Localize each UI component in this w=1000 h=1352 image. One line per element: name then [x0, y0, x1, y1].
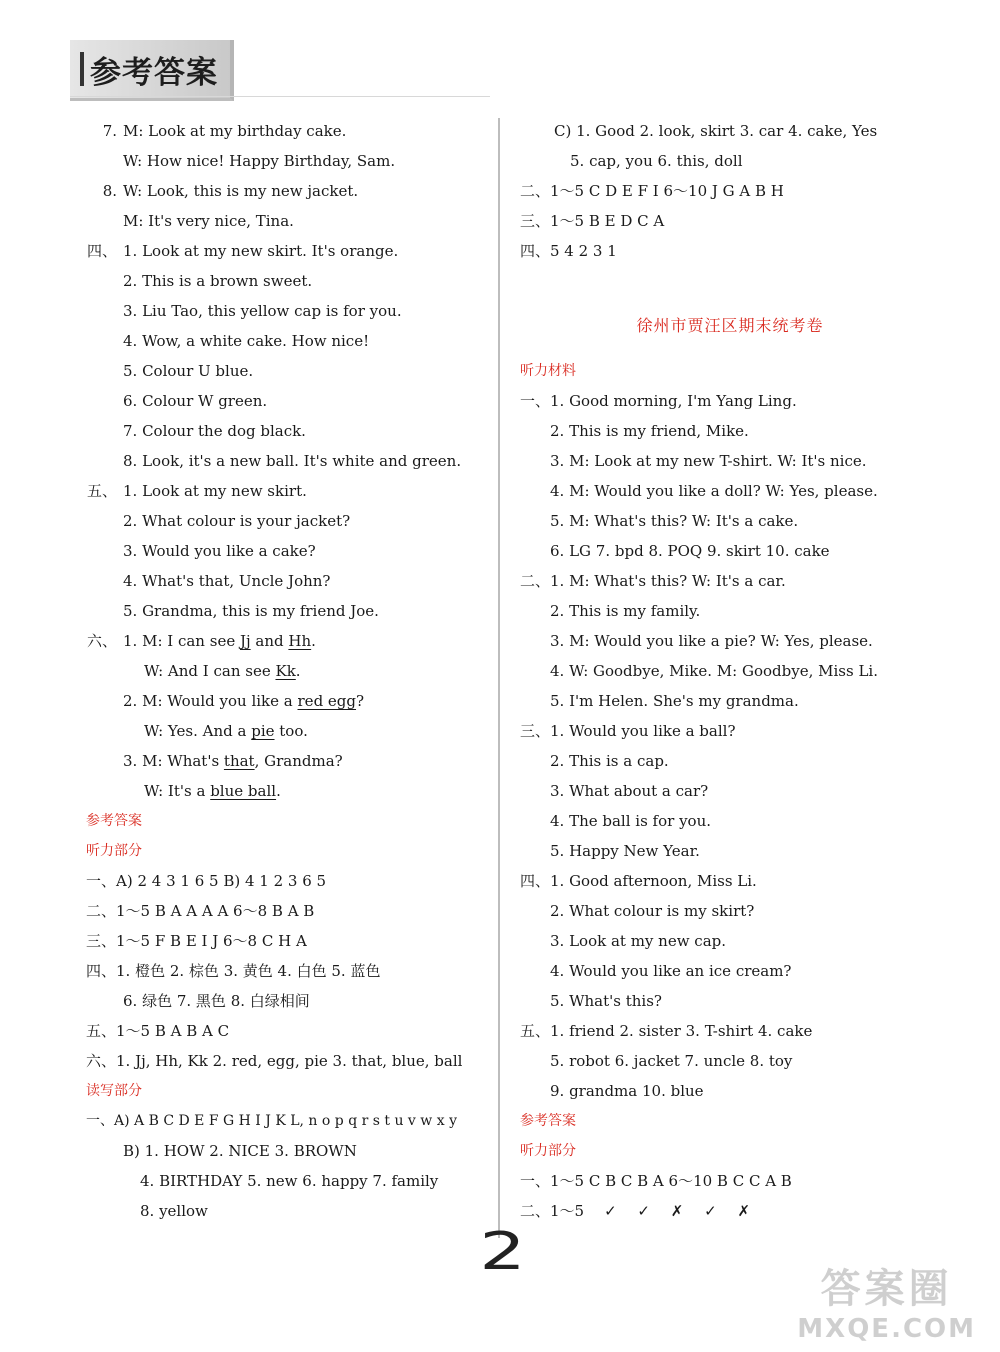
list-item: 5. Colour U blue. — [123, 362, 254, 380]
listening-material-heading: 听力材料 — [520, 363, 576, 379]
dialogue-line: W: Yes. And a pie too. — [144, 722, 308, 740]
exam-title: 徐州市贾汪区期末统考卷 — [636, 316, 824, 335]
header-title: 参考答案 — [90, 54, 218, 91]
list-item: 5. Happy New Year. — [550, 842, 700, 860]
list-item: 3. M: Look at my new T-shirt. W: It's nice. — [550, 452, 867, 470]
dialogue-line: M: It's very nice, Tina. — [123, 212, 294, 230]
section-san: 三、1. Would you like a ball? — [520, 722, 736, 740]
answers-heading: 参考答案 — [86, 813, 142, 829]
list-item: 6. Colour W green. — [123, 392, 268, 410]
watermark — [797, 1257, 976, 1344]
list-item: 2. What colour is my skirt? — [550, 902, 755, 920]
answer-line: 9. grandma 10. blue — [550, 1082, 704, 1100]
list-item: 4. M: Would you like a doll? W: Yes, please. — [550, 482, 878, 500]
dialogue-line: 7. M: Look at my birthday cake. — [102, 122, 347, 140]
list-item: 4. Wow, a white cake. How nice! — [123, 332, 370, 350]
section-er: 二、1. M: What's this? W: It's a car. — [520, 572, 786, 590]
left-column — [86, 116, 491, 1226]
section-si: 四、1. Good afternoon, Miss Li. — [520, 872, 757, 890]
answer-line: 5. robot 6. jacket 7. uncle 8. toy — [550, 1052, 793, 1070]
answer-line: 四、5 4 2 3 1 — [520, 242, 617, 260]
answer-line: 5. cap, you 6. this, doll — [570, 152, 743, 170]
list-item: 7. Colour the dog black. — [123, 422, 306, 440]
answer-line: 一、A) A B C D E F G H I J K L, n o p q r s t u v w x y — [86, 1113, 457, 1129]
answer-line: 二、1～5 ✓ ✓ ✗ ✓ ✗ — [520, 1202, 759, 1220]
listening-heading: 听力部分 — [86, 843, 142, 859]
answer-line: 三、1～5 B E D C A — [520, 212, 665, 230]
answer-line: 一、A) 2 4 3 1 6 5 B) 4 1 2 3 6 5 — [86, 872, 327, 890]
answer-line: 五、1～5 B A B A C — [86, 1022, 230, 1040]
list-item: 3. What about a car? — [550, 782, 709, 800]
dialogue-line: 2. M: Would you like a red egg? — [123, 692, 365, 710]
list-item: 3. M: Would you like a pie? W: Yes, please. — [550, 632, 873, 650]
list-item: 2. This is my friend, Mike. — [550, 422, 749, 440]
answer-line: 三、1～5 F B E I J 6～8 C H A — [86, 932, 307, 950]
answers-heading: 参考答案 — [520, 1113, 576, 1129]
section-yi: 一、1. Good morning, I'm Yang Ling. — [520, 392, 797, 410]
answer-line: 一、1～5 C B C B A 6～10 B C C A B — [520, 1172, 792, 1190]
list-item: 3. Liu Tao, this yellow cap is for you. — [123, 302, 402, 320]
list-item: 3. Would you like a cake? — [123, 542, 316, 560]
list-item: 8. Look, it's a new ball. It's white and green. — [123, 452, 462, 470]
header-bar — [80, 52, 84, 86]
list-item: 5. What's this? — [550, 992, 662, 1010]
list-item: 5. M: What's this? W: It's a cake. — [550, 512, 799, 530]
dialogue-line: W: And I can see Kk. — [144, 662, 301, 680]
watermark-url: MXQE.COM — [797, 1314, 976, 1344]
list-item: 5. Grandma, this is my friend Joe. — [123, 602, 379, 620]
check-marks: ✓ ✓ ✗ ✓ ✗ — [604, 1202, 759, 1220]
answer-line: 6. 绿色 7. 黑色 8. 白绿相间 — [123, 992, 310, 1010]
list-item: 3. Look at my new cap. — [550, 932, 727, 950]
answer-line: 二、1～5 C D E F I 6～10 J G A B H — [520, 182, 784, 200]
answer-line: B) 1. HOW 2. NICE 3. BROWN — [123, 1142, 357, 1160]
answer-line: 四、1. 橙色 2. 棕色 3. 黄色 4. 白色 5. 蓝色 — [86, 962, 381, 980]
list-item: 2. This is my family. — [550, 602, 701, 620]
list-item: 4. The ball is for you. — [550, 812, 712, 830]
section-si: 四、 1. Look at my new skirt. It's orange. — [86, 242, 399, 260]
header-banner — [70, 40, 234, 101]
answer-line: C) 1. Good 2. look, skirt 3. car 4. cake, Yes — [554, 122, 878, 140]
list-item: 4. Would you like an ice cream? — [550, 962, 792, 980]
answer-line: 8. yellow — [140, 1202, 208, 1220]
list-item: 5. I'm Helen. She's my grandma. — [550, 692, 799, 710]
list-item: 4. What's that, Uncle John? — [123, 572, 331, 590]
listening-heading: 听力部分 — [520, 1143, 576, 1159]
list-item: 4. W: Goodbye, Mike. M: Goodbye, Miss Li. — [550, 662, 878, 680]
dialogue-line: W: How nice! Happy Birthday, Sam. — [123, 152, 396, 170]
list-item: 2. This is a cap. — [550, 752, 669, 770]
section-wu: 五、 1. Look at my new skirt. — [86, 482, 307, 500]
dialogue-line: W: It's a blue ball. — [144, 782, 281, 800]
header-underline — [70, 96, 490, 97]
list-item: 2. This is a brown sweet. — [123, 272, 313, 290]
section-wu: 五、1. friend 2. sister 3. T-shirt 4. cake — [520, 1022, 813, 1040]
answer-line: 二、1～5 B A A A A 6～8 B A B — [86, 902, 315, 920]
dialogue-line: 3. M: What's that, Grandma? — [123, 752, 343, 770]
page-number: 2 — [479, 1222, 526, 1282]
answer-line: 六、1. Jj, Hh, Kk 2. red, egg, pie 3. that, blue, ball — [86, 1052, 463, 1070]
right-column — [520, 116, 940, 1226]
column-divider — [498, 118, 500, 1238]
answer-line: 4. BIRTHDAY 5. new 6. happy 7. family — [140, 1172, 439, 1190]
list-item: 6. LG 7. bpd 8. POQ 9. skirt 10. cake — [550, 542, 830, 560]
list-item: 2. What colour is your jacket? — [123, 512, 351, 530]
watermark-logo-text: 答案圈 — [820, 1266, 953, 1312]
reading-heading: 读写部分 — [86, 1083, 142, 1099]
section-liu: 六、 1. M: I can see Jj and Hh. — [86, 632, 316, 650]
dialogue-line: 8. W: Look, this is my new jacket. — [102, 182, 359, 200]
